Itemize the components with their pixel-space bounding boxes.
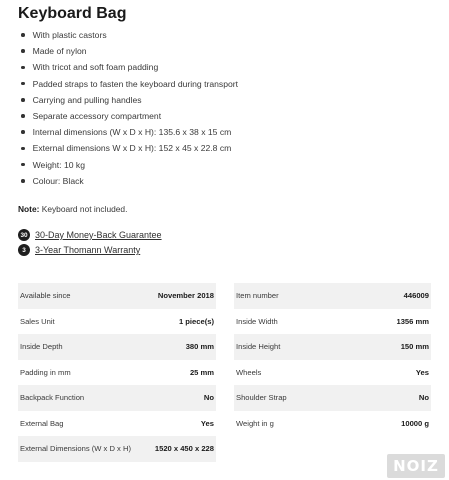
feature-item: External dimensions W x D x H): 152 x 45 x 22.8 cm	[18, 140, 238, 156]
feature-item: Made of nylon	[18, 43, 238, 59]
spec-value: November 2018	[157, 291, 214, 301]
feature-item: With plastic castors	[18, 27, 238, 43]
spec-value: Yes	[200, 418, 214, 428]
bullet-icon	[21, 114, 25, 118]
spec-row	[18, 436, 216, 462]
spec-label: Available since	[20, 291, 71, 301]
spec-value: 1 piece(s)	[178, 316, 214, 326]
spec-table-right	[234, 283, 431, 436]
spec-row	[18, 360, 216, 386]
money-back-badge-icon: 30	[18, 229, 30, 241]
noiz-watermark-logo	[387, 454, 445, 478]
spec-label: Inside Width	[236, 316, 278, 326]
feature-item: Separate accessory compartment	[18, 108, 238, 124]
spec-label: Wheels	[236, 367, 262, 377]
spec-label: Padding in mm	[20, 367, 71, 377]
spec-row	[234, 385, 431, 411]
bullet-icon	[21, 98, 25, 102]
bullet-icon	[21, 82, 25, 86]
feature-item: Internal dimensions (W x D x H): 135.6 x 38 x 15 cm	[18, 124, 238, 140]
money-back-guarantee-link[interactable]: 30-Day Money-Back Guarantee	[35, 230, 162, 240]
spec-label: Backpack Function	[20, 393, 85, 403]
bullet-icon	[21, 66, 25, 70]
spec-value: No	[418, 393, 429, 403]
feature-item: Padded straps to fasten the keyboard during transport	[18, 76, 238, 92]
page-title: Keyboard Bag	[18, 5, 127, 22]
feature-item: With tricot and soft foam padding	[18, 59, 238, 75]
bullet-icon	[21, 179, 25, 183]
spec-label: Inside Height	[236, 342, 281, 352]
spec-value: 150 mm	[400, 342, 429, 352]
warranty	[18, 244, 140, 256]
spec-value: 446009	[403, 291, 429, 301]
spec-row	[234, 334, 431, 360]
money-back-guarantee	[18, 229, 162, 241]
spec-label: Weight in g	[236, 418, 274, 428]
spec-label: External Bag	[20, 418, 64, 428]
warranty-link[interactable]: 3-Year Thomann Warranty	[35, 245, 141, 255]
note-label: Note:	[18, 204, 40, 214]
spec-row	[18, 309, 216, 335]
feature-item: Weight: 10 kg	[18, 157, 238, 173]
bullet-icon	[21, 33, 25, 37]
watermark-text: NOIZ	[393, 457, 439, 475]
feature-item: Colour: Black	[18, 173, 238, 189]
spec-row	[18, 411, 216, 437]
spec-row	[234, 283, 431, 309]
spec-label: Inside Depth	[20, 342, 63, 352]
spec-table-left	[18, 283, 216, 462]
spec-value: No	[203, 393, 214, 403]
spec-row	[18, 283, 216, 309]
spec-value: 1356 mm	[396, 316, 429, 326]
spec-row	[234, 360, 431, 386]
spec-label: Shoulder Strap	[236, 393, 287, 403]
spec-value: 10000 g	[401, 418, 429, 428]
bullet-icon	[21, 163, 25, 167]
feature-item: Carrying and pulling handles	[18, 92, 238, 108]
note-text: Keyboard not included.	[39, 204, 128, 214]
spec-label: Sales Unit	[20, 316, 55, 326]
spec-value: 1520 x 450 x 228	[154, 444, 214, 454]
product-note	[18, 204, 127, 214]
spec-value: 25 mm	[189, 367, 214, 377]
spec-row	[234, 309, 431, 335]
spec-value: Yes	[415, 367, 429, 377]
spec-label: Item number	[236, 291, 279, 301]
spec-row	[18, 334, 216, 360]
bullet-icon	[21, 147, 25, 151]
warranty-badge-icon: 3	[18, 244, 30, 256]
spec-row	[234, 411, 431, 437]
spec-label: External Dimensions (W x D x H)	[20, 444, 131, 454]
spec-row	[18, 385, 216, 411]
feature-list	[18, 27, 238, 189]
bullet-icon	[21, 130, 25, 134]
bullet-icon	[21, 49, 25, 53]
spec-value: 380 mm	[185, 342, 214, 352]
